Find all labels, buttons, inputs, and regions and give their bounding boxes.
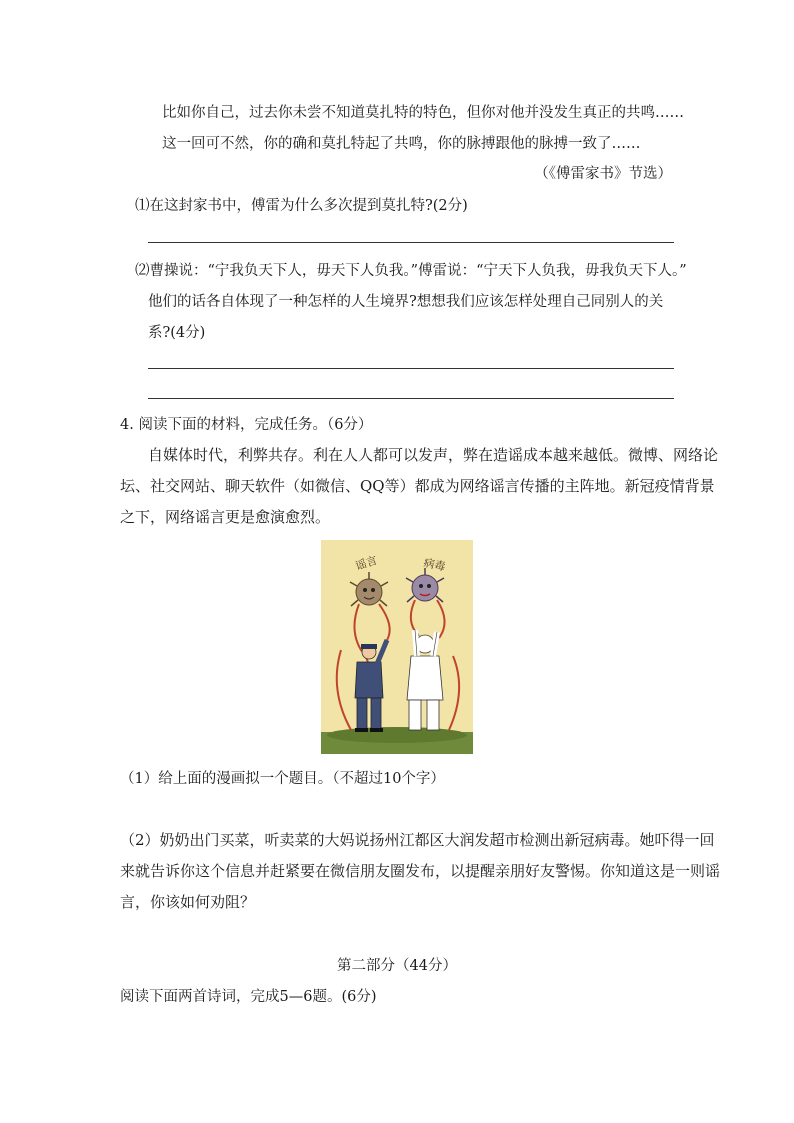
q3-subquestion-2-line-3: 系?(4分) bbox=[148, 325, 206, 341]
q3-subquestion-1: ⑴在这封家书中，傅雷为什么多次提到莫扎特?(2分) bbox=[135, 198, 468, 214]
answer-line-2[interactable] bbox=[148, 368, 674, 369]
q4-paragraph-line-2: 坛、社交网站、聊天软件（如微信、QQ等）都成为网络谣言传播的主阵地。新冠疫情背景 bbox=[120, 477, 715, 495]
quote-line-1: 比如你自己，过去你未尝不知道莫扎特的特色，但你对他并没发生真正的共鸣…… bbox=[162, 105, 684, 121]
q3-subquestion-2-line-1: ⑵曹操说：“宁我负天下人，毋天下人负我。”傅雷说：“宁天下人负我，毋我负天下人。” bbox=[135, 263, 687, 279]
q4-task-1: （1）给上面的漫画拟一个题目。（不超过10个字） bbox=[120, 771, 445, 787]
answer-line-3[interactable] bbox=[148, 398, 674, 399]
q4-paragraph-line-3: 之下，网络谣言更是愈演愈烈。 bbox=[120, 508, 331, 526]
part2-heading: 第二部分（44分） bbox=[337, 958, 457, 974]
part2-instruction: 阅读下面两首诗词，完成5—6题。(6分) bbox=[120, 989, 377, 1005]
cartoon-label-rumor: 谣言 bbox=[353, 553, 379, 573]
cartoon-image bbox=[321, 540, 473, 754]
q4-task-2-line-2: 来就告诉你这个信息并赶紧要在微信朋友圈发布，以提醒亲朋好友警惕。你知道这是一则谣 bbox=[120, 862, 721, 880]
quote-source: （《傅雷家书》节选） bbox=[534, 166, 672, 182]
cartoon-label-virus: 病毒 bbox=[422, 556, 447, 574]
q4-paragraph-line-1: 自媒体时代，利弊共存。利在人人都可以发声，弊在造谣成本越来越低。微博、网络论 bbox=[148, 446, 719, 464]
quote-line-2: 这一回可不然，你的确和莫扎特起了共鸣，你的脉搏跟他的脉搏一致了…… bbox=[162, 136, 641, 152]
q4-title: 4. 阅读下面的材料，完成任务。（6分） bbox=[120, 417, 373, 433]
q3-subquestion-2-line-2: 他们的话各自体现了一种怎样的人生境界?想想我们应该怎样处理自己同别人的关 bbox=[148, 294, 664, 310]
q4-task-2-line-3: 言，你该如何劝阻？ bbox=[120, 893, 256, 911]
q4-task-2-line-1: （2）奶奶出门买菜，听卖菜的大妈说扬州江都区大润发超市检测出新冠病毒。她吓得一回 bbox=[120, 831, 715, 849]
answer-line-1[interactable] bbox=[148, 242, 674, 243]
